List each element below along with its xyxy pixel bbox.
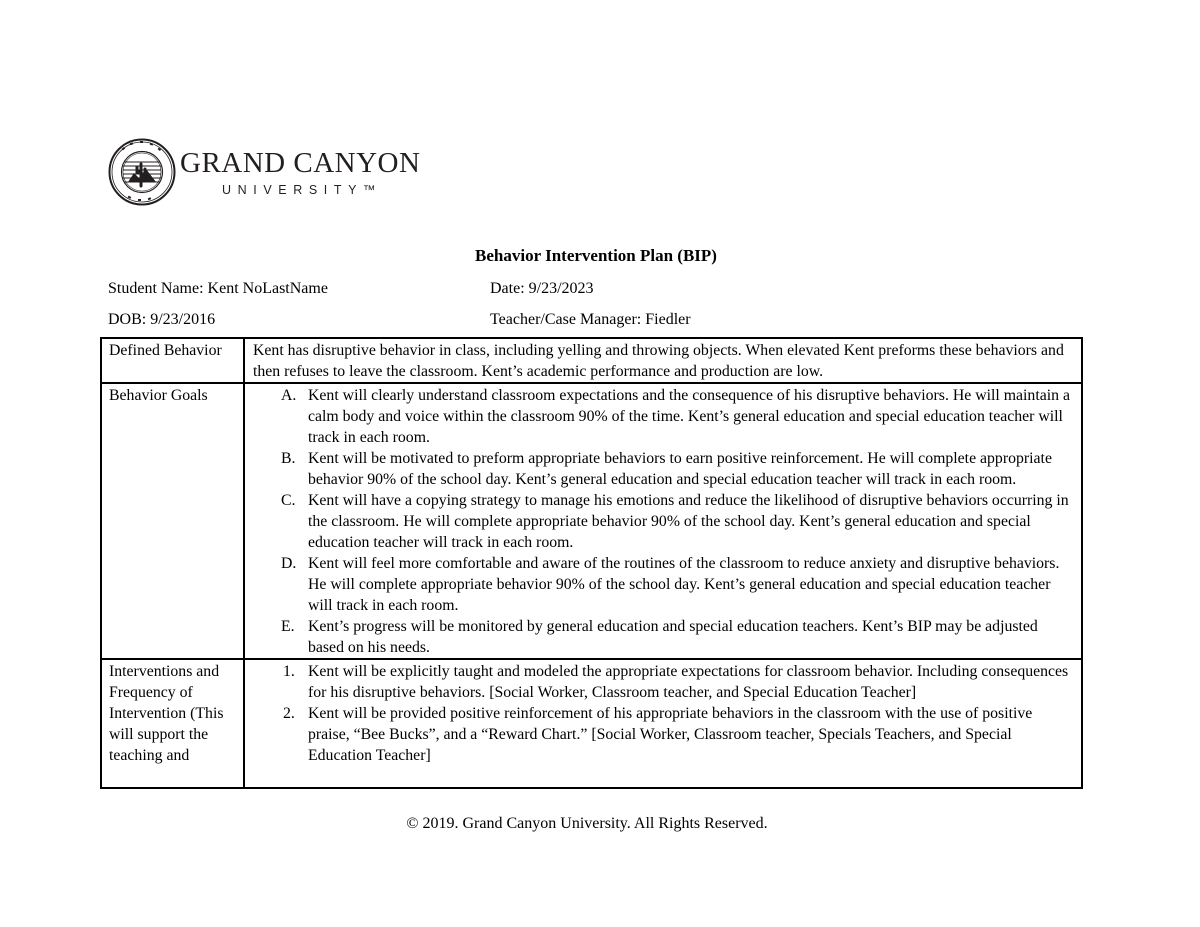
- university-seal-icon: [108, 138, 176, 206]
- list-item: [252, 490, 1075, 553]
- defined-behavior-text: Kent has disruptive behavior in class, including yelling and throwing objects. When elevated Kent preforms these behaviors and then refuses to leave the classroom. Kent’s academic performance and production are low.: [253, 342, 1064, 380]
- table-row-interventions: [101, 659, 1082, 788]
- date-field: Date: 9/23/2023: [490, 280, 594, 297]
- interventions-label: Interventions and Frequency of Intervention (This will support the teaching and: [109, 663, 224, 764]
- document-title: Behavior Intervention Plan (BIP): [475, 246, 717, 265]
- bip-table: [100, 337, 1083, 789]
- defined-behavior-label: Defined Behavior: [101, 338, 244, 383]
- university-logo: [108, 138, 420, 206]
- goal-marker: A.: [281, 387, 297, 404]
- goal-marker: B.: [281, 450, 296, 467]
- list-item: [252, 616, 1075, 658]
- goal-marker: E.: [281, 618, 295, 635]
- table-row-behavior-goals: [101, 383, 1082, 659]
- goal-text: Kent will have a copying strategy to manage his emotions and reduce the likelihood of disruptive behaviors occurring in the classroom. He will complete appropriate behavior 90% of the school day. Kent’s general education and special education teacher will track in each room.: [308, 492, 1069, 551]
- intervention-text: Kent will be explicitly taught and modeled the appropriate expectations for classroom behavior. Including consequences for his disruptive behaviors. [Social Worker, Classroom teacher, and Special Education Teacher]: [308, 663, 1069, 701]
- interventions-list: [252, 661, 1075, 766]
- goal-marker: C.: [281, 492, 296, 509]
- intervention-text: Kent will be provided positive reinforcement of his appropriate behaviors in the classroom with the use of positive praise, “Bee Bucks”, and a “Reward Chart.” [Social Worker, Classroom teacher, Specials Teachers, and Special Education Teacher]: [308, 705, 1033, 764]
- intervention-marker: 2.: [283, 705, 295, 722]
- copyright-footer: © 2019. Grand Canyon University. All Rights Reserved.: [406, 815, 768, 832]
- brand-subname: UNIVERSITY™: [222, 183, 383, 198]
- list-item: [252, 661, 1075, 703]
- brand-name: GRAND CANYON: [180, 147, 421, 180]
- goal-text: Kent will feel more comfortable and aware of the routines of the classroom to reduce anxiety and disruptive behaviors. He will complete appropriate behavior 90% of the school day. Kent’s general education and special education teacher will track in each room.: [308, 555, 1060, 614]
- list-item: [252, 553, 1075, 616]
- student-name-field: Student Name: Kent NoLastName: [108, 280, 328, 297]
- dob-field: DOB: 9/23/2016: [108, 311, 216, 328]
- intervention-marker: 1.: [283, 663, 295, 680]
- behavior-goals-label: Behavior Goals: [101, 383, 244, 659]
- goal-text: Kent’s progress will be monitored by general education and special education teachers. Kent’s BIP may be adjusted based on his needs.: [308, 618, 1038, 656]
- list-item: [252, 703, 1075, 766]
- goal-text: Kent will clearly understand classroom expectations and the consequence of his disruptive behaviors. He will maintain a calm body and voice within the classroom 90% of the time. Kent’s general education and special education teacher will track in each room.: [308, 387, 1070, 446]
- table-row-defined-behavior: [101, 338, 1082, 383]
- goal-text: Kent will be motivated to preform appropriate behaviors to earn positive reinforcement. He will complete appropriate behavior 90% of the school day. Kent’s general education and special education teacher will track in each room.: [308, 450, 1052, 488]
- goal-marker: D.: [281, 555, 297, 572]
- list-item: [252, 448, 1075, 490]
- list-item: [252, 385, 1075, 448]
- behavior-goals-list: [252, 385, 1075, 658]
- teacher-field: Teacher/Case Manager: Fiedler: [490, 311, 691, 328]
